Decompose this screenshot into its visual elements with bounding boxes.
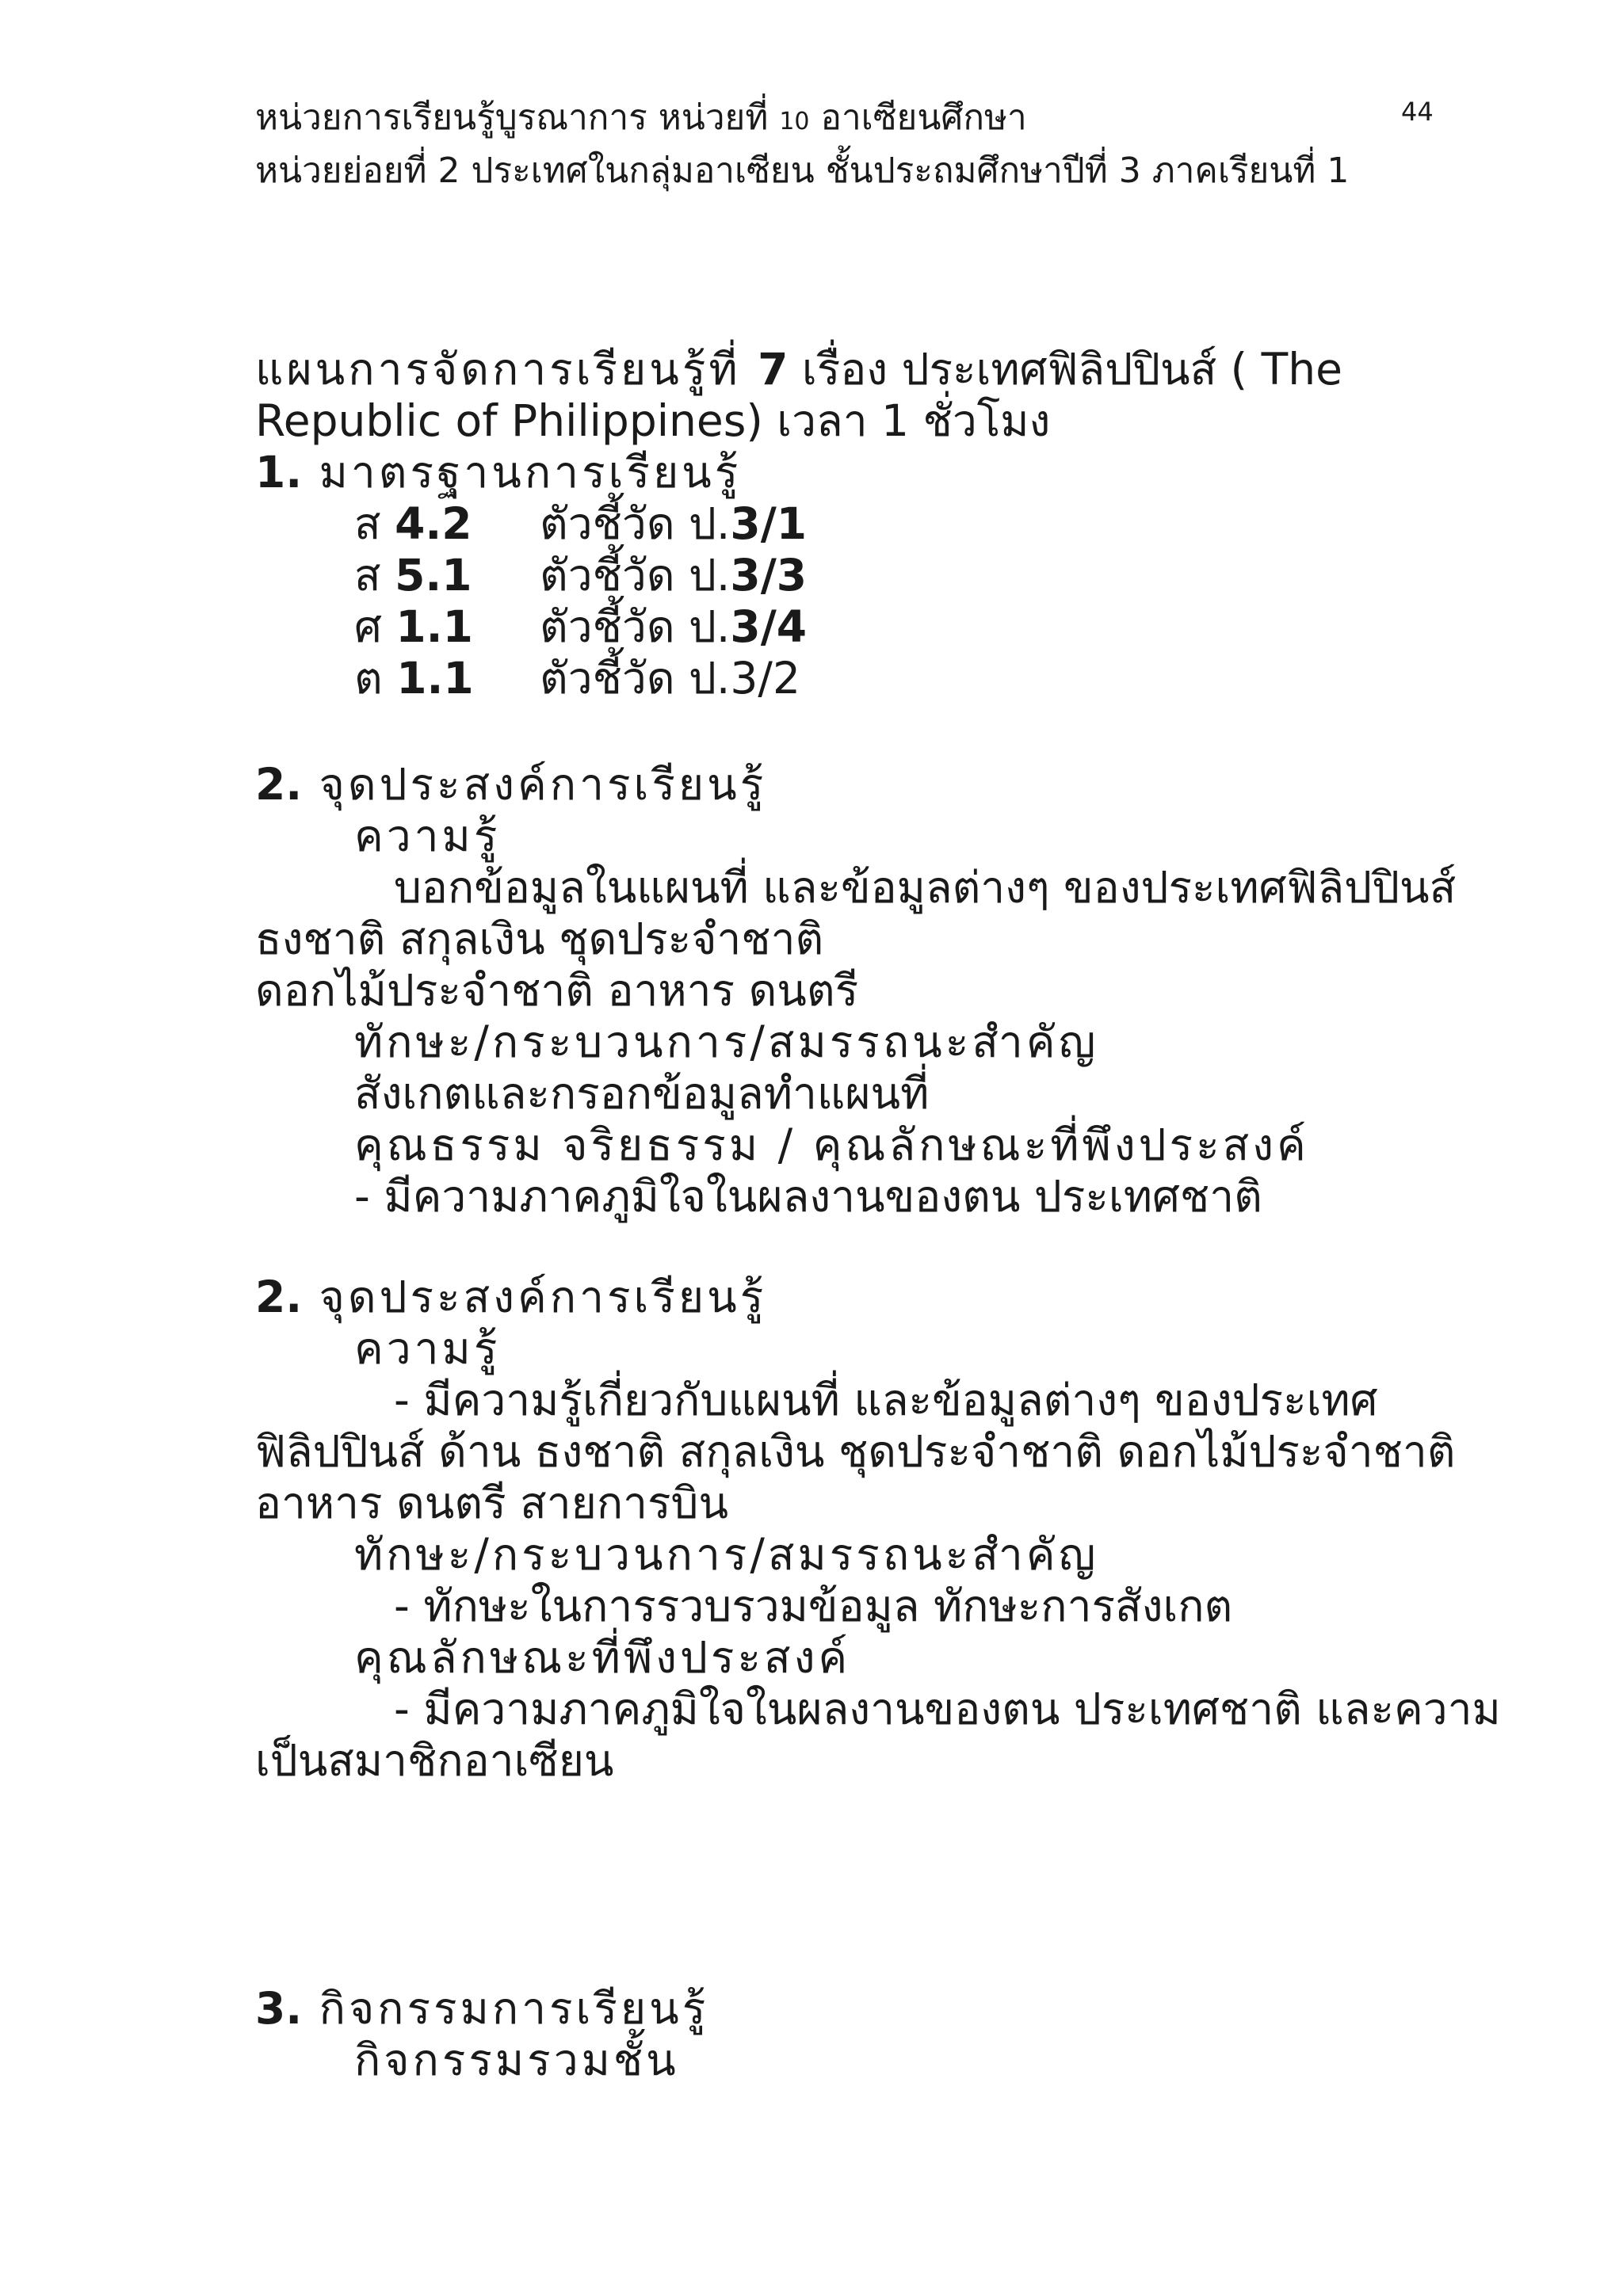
standard-letter: ศ	[354, 601, 396, 652]
indicator-code: 3/4	[730, 601, 808, 652]
indicator-code: 3/1	[730, 498, 808, 549]
knowledge-text: อาหาร ดนตรี สายการบิน	[255, 1478, 729, 1528]
knowledge-heading: ความรู้	[354, 1323, 501, 1374]
section2a-title: จุดประสงค์การเรียนรู้	[302, 759, 767, 810]
attribute-text: เป็นสมาชิกอาเซียน	[255, 1735, 614, 1786]
standard-letter: ส	[354, 498, 395, 549]
standard-code: 1.1	[396, 653, 474, 704]
plan-title-prefix: แผนการจัดการเรียนรู้ที่	[255, 344, 758, 395]
knowledge-text: ดอกไม้ประจำชาติ อาหาร ดนตรี	[255, 965, 859, 1016]
indicator-code: 3/3	[730, 550, 808, 601]
standard-row	[255, 498, 1444, 550]
standard-letter: ต	[354, 653, 397, 704]
header-unit-number: 10	[779, 108, 810, 135]
standard-code: 5.1	[395, 550, 472, 601]
knowledge-heading: ความรู้	[354, 810, 501, 861]
section3-heading	[255, 1983, 1444, 2035]
plan-number: 7	[758, 344, 789, 395]
standard-row	[255, 653, 1444, 704]
section2b-title: จุดประสงค์การเรียนรู้	[302, 1272, 767, 1322]
page-header	[255, 93, 1444, 196]
indicator-label: ตัวชี้วัด ป.	[540, 601, 731, 652]
attribute-text: - มีความภาคภูมิใจในผลงานของตน ประเทศชาติ และความ	[394, 1684, 1501, 1734]
moral-text: - มีความภาคภูมิใจในผลงานของตน ประเทศชาติ	[354, 1171, 1262, 1222]
skills-heading: ทักษะ/กระบวนการ/สมรรถนะสำคัญ	[354, 1016, 1099, 1067]
section3-number: 3.	[255, 1983, 303, 2034]
plan-title-line1	[255, 344, 1444, 395]
skills-heading: ทักษะ/กระบวนการ/สมรรถนะสำคัญ	[354, 1529, 1099, 1580]
section2a-number: 2.	[255, 759, 303, 810]
knowledge-text: บอกข้อมูลในแผนที่ และข้อมูลต่างๆ ของประเทศฟิลิปปินส์	[394, 862, 1457, 913]
skills-text: สังเกตและกรอกข้อมูลทำแผนที่	[354, 1068, 930, 1119]
header-unit-title: อาเซียนศึกษา	[809, 97, 1027, 138]
standard-row	[255, 550, 1444, 601]
attribute-heading: คุณลักษณะที่พึงประสงค์	[354, 1632, 851, 1683]
plan-block	[255, 344, 1444, 704]
header-unit-text: หน่วยการเรียนรู้บูรณาการ หน่วยที่	[255, 97, 780, 138]
section3-title: กิจกรรมการเรียนรู้	[302, 1983, 709, 2034]
standard-code: 1.1	[395, 601, 473, 652]
standard-letter: ส	[354, 550, 395, 601]
plan-title-line2: Republic of Philippines) เวลา 1 ชั่วโมง	[255, 395, 1051, 446]
indicator-label: ตัวชี้วัด ป.	[540, 653, 731, 704]
section2b-number: 2.	[255, 1272, 303, 1322]
moral-heading: คุณธรรม จริยธรรม / คุณลักษณะที่พึงประสงค์	[354, 1119, 1309, 1170]
section3-block	[255, 1983, 1444, 2086]
standard-code: 4.2	[395, 498, 472, 549]
header-subunit-line: หน่วยย่อยที่ 2 ประเทศในกลุ่มอาเซียน ชั้นประถมศึกษาปีที่ 3 ภาคเรียนที่ 1	[255, 151, 1350, 191]
skills-text: - ทักษะในการรวบรวมข้อมูล ทักษะการสังเกต	[394, 1581, 1233, 1631]
standard-row	[255, 601, 1444, 653]
page-number: 44	[1401, 97, 1434, 127]
plan-title-topic: เรื่อง ประเทศฟิลิปปินส์ ( The	[788, 344, 1342, 395]
section2a-heading	[255, 759, 1444, 810]
knowledge-text: - มีความรู้เกี่ยวกับแผนที่ และข้อมูลต่างๆ ของประเทศ	[394, 1375, 1378, 1425]
indicator-label: ตัวชี้วัด ป.	[540, 550, 731, 601]
section2b-block	[255, 1272, 1501, 1787]
section1-heading	[255, 447, 1444, 498]
indicator-label: ตัวชี้วัด ป.	[540, 498, 731, 549]
knowledge-text: ฟิลิปปินส์ ด้าน ธงชาติ สกุลเงิน ชุดประจำชาติ ดอกไม้ประจำชาติ	[255, 1426, 1456, 1477]
section2a-block	[255, 759, 1457, 1222]
section3-subheading: กิจกรรมรวมชั้น	[354, 2035, 679, 2085]
section2b-heading	[255, 1272, 1444, 1323]
header-unit-line	[255, 93, 1444, 147]
section1-number: 1.	[255, 447, 303, 498]
section1-title: มาตรฐานการเรียนรู้	[302, 447, 742, 498]
knowledge-text: ธงชาติ สกุลเงิน ชุดประจำชาติ	[255, 913, 824, 964]
indicator-code: 3/2	[730, 653, 800, 704]
